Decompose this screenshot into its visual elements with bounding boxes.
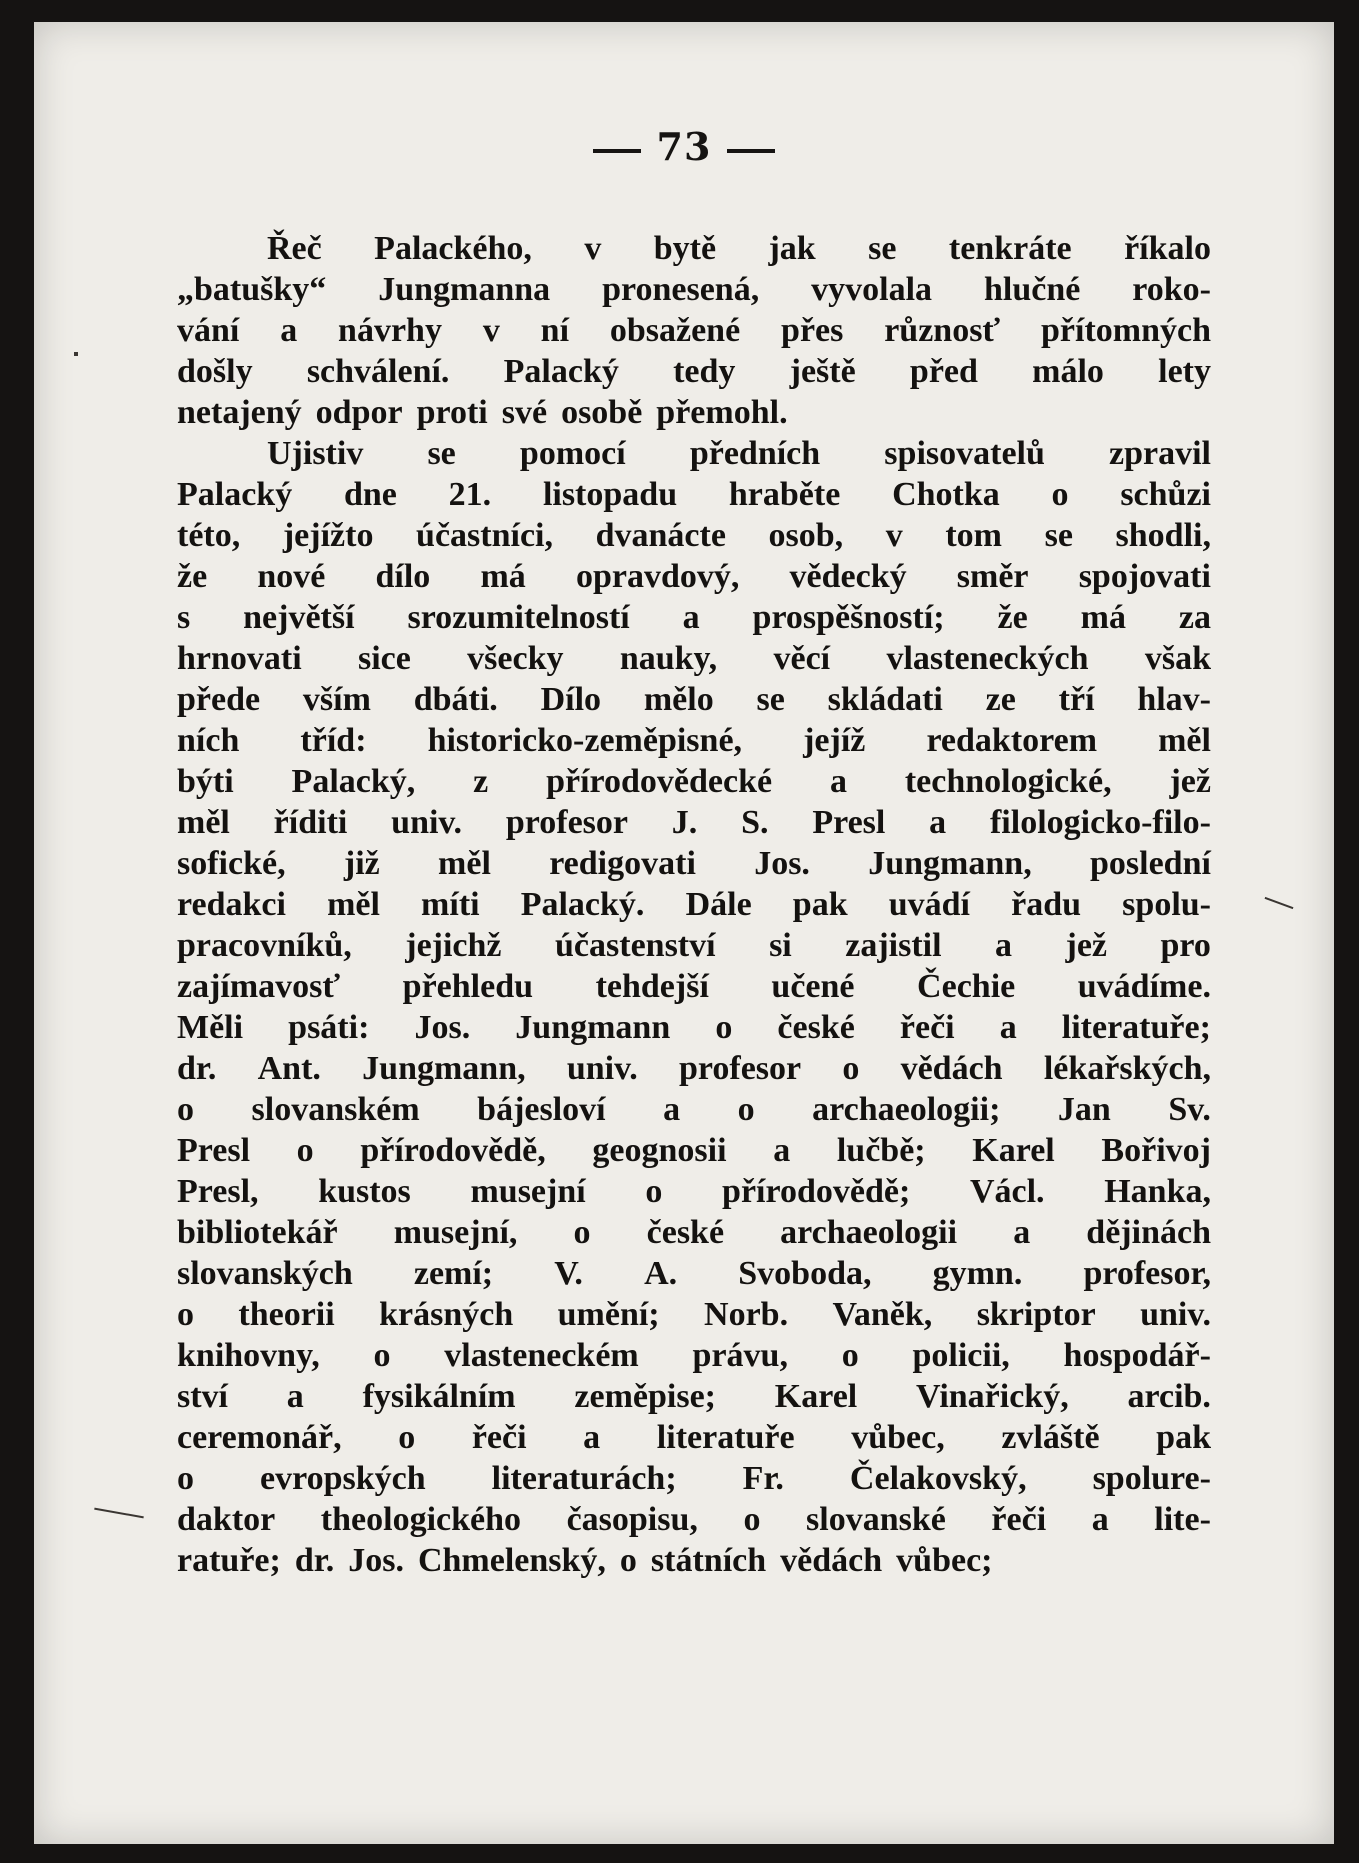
word: mělo [643,681,714,718]
word: arcib. [1127,1378,1211,1415]
word: theologického [320,1501,522,1538]
word: musejní [470,1173,586,1210]
word: slovanských [177,1255,353,1292]
word: skriptor [976,1296,1096,1333]
word: policii, [912,1337,1010,1374]
word: netajený [177,394,302,431]
word: o [296,1132,314,1169]
word: krásných [379,1296,514,1333]
word: Jungmann, [362,1050,526,1087]
word: bibliotekář [177,1214,338,1251]
word: české [646,1214,725,1251]
word: Václ. [969,1173,1045,1210]
word: o [737,1091,755,1128]
word: směr [956,558,1029,595]
word: Jungmann [515,1009,671,1046]
word: ní [540,312,570,349]
word: Čelakovský, [849,1460,1027,1497]
word: profesor [678,1050,802,1087]
word: Bořivoj [1101,1132,1211,1169]
word: redakci [177,886,286,923]
word: účastníci, [416,517,553,554]
word: univ. [1140,1296,1211,1333]
text-line [177,925,1211,966]
word: Ant. [257,1050,321,1087]
word: a [682,599,700,636]
word: že [997,599,1028,636]
word: literatuře; [1061,1009,1211,1046]
word: tří [1058,681,1095,718]
word: přírodovědě; [722,1173,911,1210]
word: o [645,1173,663,1210]
text-line [177,1335,1211,1376]
word: Presl [812,804,886,841]
word: listopadu [542,476,678,513]
word: prospěšností; [752,599,945,636]
word: tedy [673,353,736,390]
word: se [1044,517,1073,554]
word: srozumitelností [407,599,630,636]
word: pak [792,886,848,923]
word: uvádíme. [1077,968,1211,1005]
word: málo [1032,353,1104,390]
word: jejíž [803,722,866,759]
word: Palacký [177,476,293,513]
word: zajistil [845,927,942,964]
word: Palackého, [374,230,532,267]
word: měl [177,804,230,841]
word: lety [1158,353,1211,390]
word: tom [945,517,1002,554]
word: Dále [685,886,752,923]
word: tříd: [300,722,367,759]
word: lékařských, [1043,1050,1211,1087]
word: redigovati [549,845,696,882]
word: a [583,1419,601,1456]
word: přítomných [1041,312,1211,349]
word: dr. [177,1050,217,1087]
text-line [177,1294,1211,1335]
word: technologické, [904,763,1112,800]
word: spisovatelů [884,435,1045,472]
word: jak [768,230,816,267]
text-line [177,351,1211,392]
word: již [343,845,380,882]
word: Dílo [540,681,602,718]
word: odpor [315,394,403,431]
page-number-dash-right [727,149,775,153]
word: poslední [1090,845,1211,882]
word: univ. [566,1050,638,1087]
word: a [286,1378,304,1415]
word: lite- [1154,1501,1211,1538]
word: a [829,763,847,800]
text-line [177,1171,1211,1212]
text-line [177,392,1211,433]
word: ství [177,1378,228,1415]
word: Jos. [414,1009,471,1046]
word: spolure- [1092,1460,1211,1497]
word: dbáti. [413,681,498,718]
word: zeměpise; [574,1378,716,1415]
word: své [501,394,548,431]
text-line [177,884,1211,925]
text-line [177,474,1211,515]
word: ceremonář, [177,1419,342,1456]
word: Karel [972,1132,1055,1169]
word: Norb. [704,1296,789,1333]
word: vlasteneckém [444,1337,639,1374]
text-line [177,1007,1211,1048]
word: A. [644,1255,678,1292]
word: o [619,1542,637,1579]
word: kustos [318,1173,411,1210]
text-line [177,638,1211,679]
word: dne [343,476,397,513]
word: jejichž [405,927,502,964]
word: pracovníků, [177,927,352,964]
text-line [177,966,1211,1007]
word: umění; [557,1296,660,1333]
word: o [573,1214,591,1251]
word: S. [741,804,769,841]
text-line [177,433,1211,474]
word: hrnovati [177,640,302,677]
word: hlučné [983,271,1081,308]
word: Fr. [742,1460,784,1497]
word: a [995,927,1013,964]
body-text [177,228,1211,1581]
word: o [743,1501,761,1538]
word: vůbec, [851,1419,945,1456]
word: říkalo [1124,230,1211,267]
word: Presl [177,1132,251,1169]
word: zajímavosť [177,968,341,1005]
word: sofické, [177,845,286,882]
word: obsažené [609,312,741,349]
word: evropských [260,1460,426,1497]
word: ze [985,681,1016,718]
word: Vinařický, [916,1378,1069,1415]
word: Ujistiv [267,435,364,472]
word: osobě [561,394,643,431]
text-line [177,310,1211,351]
word: hraběte [728,476,841,513]
word: historicko-zeměpisné, [427,722,743,759]
word: ních [177,722,240,759]
word: literatuře [656,1419,795,1456]
word: různosť [884,312,1001,349]
text-line [177,843,1211,884]
text-line [177,679,1211,720]
word: časopisu, [566,1501,698,1538]
word: bájesloví [477,1091,606,1128]
word: však [1144,640,1211,677]
word: právu, [692,1337,788,1374]
word: z [473,763,489,800]
word: řadu [1011,886,1082,923]
word: přírodovědecké [546,763,773,800]
word: před [909,353,978,390]
text-line [177,228,1211,269]
word: české [777,1009,855,1046]
word: a [773,1132,791,1169]
word: Chotka [892,476,1000,513]
word: řeči [471,1419,527,1456]
book-page [34,22,1334,1844]
word: ratuře; [177,1542,281,1579]
word: roko- [1132,271,1211,308]
word: Jos. [754,845,810,882]
word: musejní, [393,1214,518,1251]
word: Řeč [267,230,322,267]
text-line [177,1130,1211,1171]
word: Karel [774,1378,858,1415]
word: v [584,230,602,267]
margin-speck [74,352,78,356]
word: pomocí [519,435,626,472]
text-line [177,1458,1211,1499]
word: učené [771,968,855,1005]
word: profesor [505,804,628,841]
word: Měli [177,1009,244,1046]
word: Sv. [1168,1091,1211,1128]
word: Chmelenský, [417,1542,606,1579]
word: vědecký [789,558,907,595]
word: dílo [375,558,431,595]
word: všecky [467,640,564,677]
word: přes [781,312,844,349]
word: sice [358,640,411,677]
word: jež [1065,927,1108,964]
text-line [177,1540,1211,1581]
word: o [177,1091,194,1128]
word: Presl, [177,1173,259,1210]
word: vším [302,681,371,718]
word: spolu- [1122,886,1211,923]
word: zvláště [1001,1419,1100,1456]
text-line [177,1212,1211,1253]
page-number-value: 73 [656,124,712,169]
word: s [177,599,191,636]
word: došly [177,353,253,390]
word: účastenství [555,927,716,964]
word: hlav- [1137,681,1211,718]
margin-speck [1265,897,1294,909]
margin-speck [94,1508,144,1519]
word: Palacký. [520,886,645,923]
word: tehdejší [595,968,709,1005]
word: Čechie [917,968,1016,1005]
word: Vaněk, [832,1296,933,1333]
word: fysikálním [362,1378,516,1415]
text-line [177,1499,1211,1540]
word: v [885,517,903,554]
word: a [1091,1501,1109,1538]
text-line [177,720,1211,761]
word: archaeologii; [812,1091,1001,1128]
word: Hanka, [1104,1173,1211,1210]
word: jež [1169,763,1211,800]
word: přehledu [402,968,534,1005]
word: v [482,312,500,349]
word: říditi [273,804,348,841]
word: Palacký [503,353,619,390]
word: zpravil [1109,435,1211,472]
word: o [1051,476,1069,513]
word: uvádí [888,886,970,923]
word: této, [177,517,241,554]
text-line [177,556,1211,597]
word: psáti: [288,1009,370,1046]
word: vědách [900,1050,1003,1087]
word: státních [650,1542,767,1579]
word: o [373,1337,391,1374]
word: přemohl. [656,394,788,431]
page-number [34,124,1334,169]
text-line [177,761,1211,802]
word: V. [554,1255,583,1292]
word: přede [177,681,261,718]
word: pronesená, [602,271,760,308]
word: se [756,681,785,718]
word: nové [257,558,326,595]
word: vlasteneckých [886,640,1089,677]
text-line [177,1253,1211,1294]
word: slovanském [251,1091,420,1128]
word: J. [671,804,698,841]
word: Jungmann, [868,845,1032,882]
word: se [868,230,897,267]
word: Jos. [348,1542,404,1579]
word: hospodář- [1063,1337,1211,1374]
word: vyvolala [811,271,933,308]
word: měl [1158,722,1211,759]
word: theorii [238,1296,335,1333]
word: měl [327,886,380,923]
word: má [480,558,526,595]
word: a [929,804,947,841]
word: proti [416,394,488,431]
word: o [177,1460,194,1497]
word: profesor, [1083,1255,1211,1292]
text-line [177,802,1211,843]
word: skládati [827,681,943,718]
text-line [177,597,1211,638]
word: řeči [899,1009,955,1046]
text-line [177,1089,1211,1130]
word: schůzi [1120,476,1211,513]
word: a [1013,1214,1031,1251]
word: řeči [991,1501,1047,1538]
word: vání [177,312,240,349]
word: že [177,558,208,595]
word: univ. [391,804,463,841]
word: a [999,1009,1017,1046]
text-line [177,1376,1211,1417]
word: měl [438,845,491,882]
word: o [177,1296,194,1333]
word: zemí; [413,1255,494,1292]
word: osob, [768,517,844,554]
word: ještě [789,353,856,390]
word: knihovny, [177,1337,320,1374]
word: má [1080,599,1126,636]
word: a [663,1091,681,1128]
word: pro [1160,927,1211,964]
word: býti [177,763,234,800]
word: o [842,1050,860,1087]
word: věcí [773,640,831,677]
page-number-dash-left [593,149,641,153]
word: vůbec; [896,1542,993,1579]
word: dvanácte [595,517,726,554]
word: Jan [1057,1091,1111,1128]
word: se [427,435,456,472]
word: míti [421,886,480,923]
text-line [177,1048,1211,1089]
word: lučbě; [836,1132,926,1169]
word: největší [243,599,355,636]
word: pak [1156,1419,1211,1456]
word: spojovati [1078,558,1211,595]
word: tenkráte [948,230,1072,267]
word: literaturách; [491,1460,677,1497]
word: nauky, [619,640,718,677]
word: dějinách [1086,1214,1211,1251]
word: dr. [294,1542,335,1579]
word: Svoboda, [738,1255,872,1292]
word: o [841,1337,859,1374]
word: přírodovědě, [360,1132,546,1169]
word: vědách [780,1542,883,1579]
word: opravdový, [575,558,740,595]
word: archaeologii [780,1214,958,1251]
word: a [280,312,298,349]
word: o [715,1009,733,1046]
word: o [398,1419,416,1456]
word: geognosii [592,1132,727,1169]
word: Jungmanna [378,271,551,308]
word: filologicko-filo- [989,804,1211,841]
word: gymn. [932,1255,1023,1292]
word: předních [689,435,821,472]
word: 21. [448,476,492,513]
word: „batušky“ [177,271,327,308]
word: jejížto [282,517,374,554]
word: schválení. [306,353,450,390]
word: návrhy [338,312,442,349]
word: si [769,927,792,964]
word: slovanské [806,1501,946,1538]
text-line [177,1417,1211,1458]
word: za [1178,599,1211,636]
word: shodli, [1115,517,1211,554]
text-line [177,269,1211,310]
word: daktor [177,1501,276,1538]
word: bytě [653,230,717,267]
word: Palacký, [291,763,416,800]
word: redaktorem [926,722,1098,759]
text-line [177,515,1211,556]
